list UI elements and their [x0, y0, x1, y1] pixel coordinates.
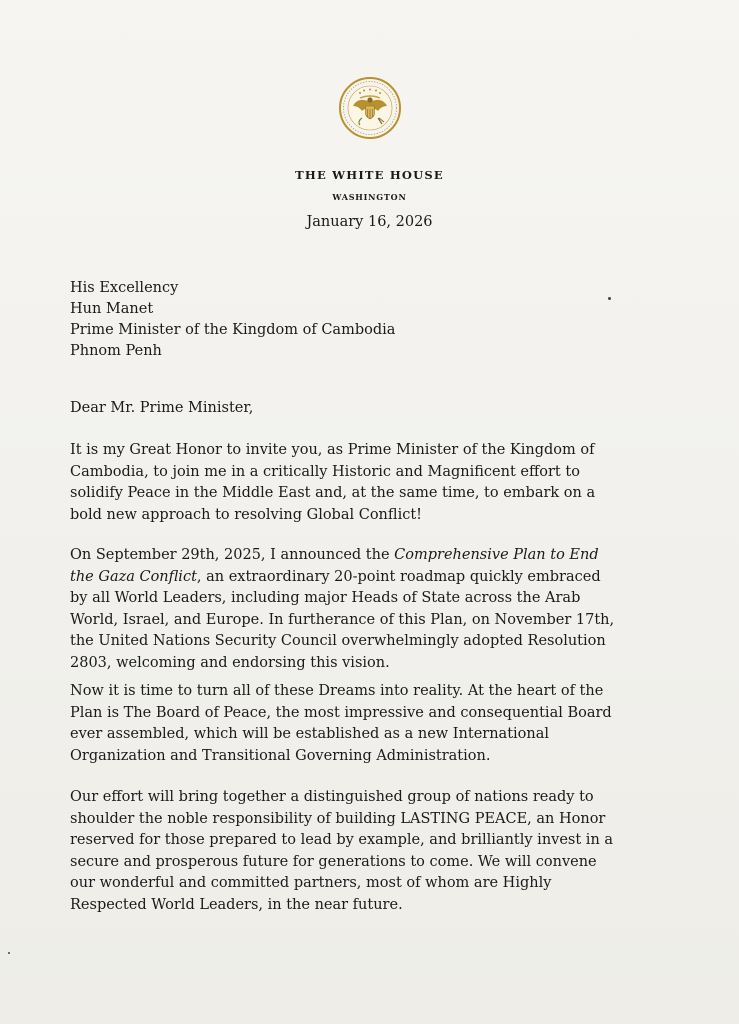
paragraph-line: the United Nations Security Council overwhelmingly adopted Resolution	[70, 633, 606, 649]
paragraph-line: It is my Great Honor to invite you, as Prime Minister of the Kingdom of	[70, 442, 595, 458]
paper-speck	[8, 952, 10, 954]
address-line: Hun Manet	[70, 301, 154, 317]
paragraph-line: Our effort will bring together a distinguished group of nations ready to	[70, 789, 594, 805]
letterhead-subtitle: WASHINGTON	[332, 192, 407, 202]
salutation: Dear Mr. Prime Minister,	[70, 400, 254, 416]
recipient-address	[70, 278, 395, 362]
paragraph-line: bold new approach to resolving Global Conflict!	[70, 506, 422, 523]
text-run: On September 29th, 2025, I announced the	[70, 547, 395, 563]
paragraph-partners	[70, 787, 680, 916]
paragraph-board-of-peace	[70, 681, 680, 767]
paper-speck	[608, 297, 611, 300]
paragraph-line: secure and prosperous future for generations to come. We will convene	[70, 853, 597, 870]
paragraph-plan	[70, 545, 680, 674]
address-line: Phnom Penh	[70, 343, 162, 359]
plan-title-italic: the Gaza Conflict	[70, 568, 197, 585]
paragraph-line: shoulder the noble responsibility of building LASTING PEACE, an Honor	[70, 810, 606, 827]
paragraph-line: 2803, welcoming and endorsing this vision.	[70, 654, 390, 671]
paragraph-line: solidify Peace in the Middle East and, at the same time, to embark on a	[70, 485, 596, 501]
paragraph-line: Organization and Transitional Governing Administration.	[70, 747, 491, 764]
paragraph-line: our wonderful and committed partners, most of whom are Highly	[70, 875, 552, 891]
paragraph-line	[70, 567, 680, 589]
paragraph-line: Plan is The Board of Peace, the most impressive and consequential Board	[70, 704, 612, 721]
paragraph-line: World, Israel, and Europe. In furtherance of this Plan, on November 17th,	[70, 611, 615, 628]
address-line: His Excellency	[70, 280, 179, 296]
text-run: , an extraordinary 20-point roadmap quickly embraced	[196, 568, 601, 585]
paragraph-line: Cambodia, to join me in a critically Historic and Magnificent effort to	[70, 463, 580, 480]
paragraph-invitation	[70, 440, 680, 526]
paragraph-line: Now it is time to turn all of these Dreams into reality. At the heart of the	[70, 683, 604, 699]
paragraph-line	[70, 545, 680, 567]
paragraph-line: reserved for those prepared to lead by example, and brilliantly invest in a	[70, 832, 614, 848]
paragraph-line: by all World Leaders, including major Heads of State across the Arab	[70, 590, 581, 606]
plan-title-italic: Comprehensive Plan to End	[394, 547, 599, 563]
letter-date: January 16, 2026	[306, 214, 433, 230]
address-line: Prime Minister of the Kingdom of Cambodia	[70, 322, 396, 338]
presidential-seal-icon	[338, 76, 402, 140]
paragraph-line: Respected World Leaders, in the near future.	[70, 896, 403, 913]
paragraph-line: ever assembled, which will be established as a new International	[70, 726, 550, 742]
letterhead-title: THE WHITE HOUSE	[295, 168, 444, 182]
